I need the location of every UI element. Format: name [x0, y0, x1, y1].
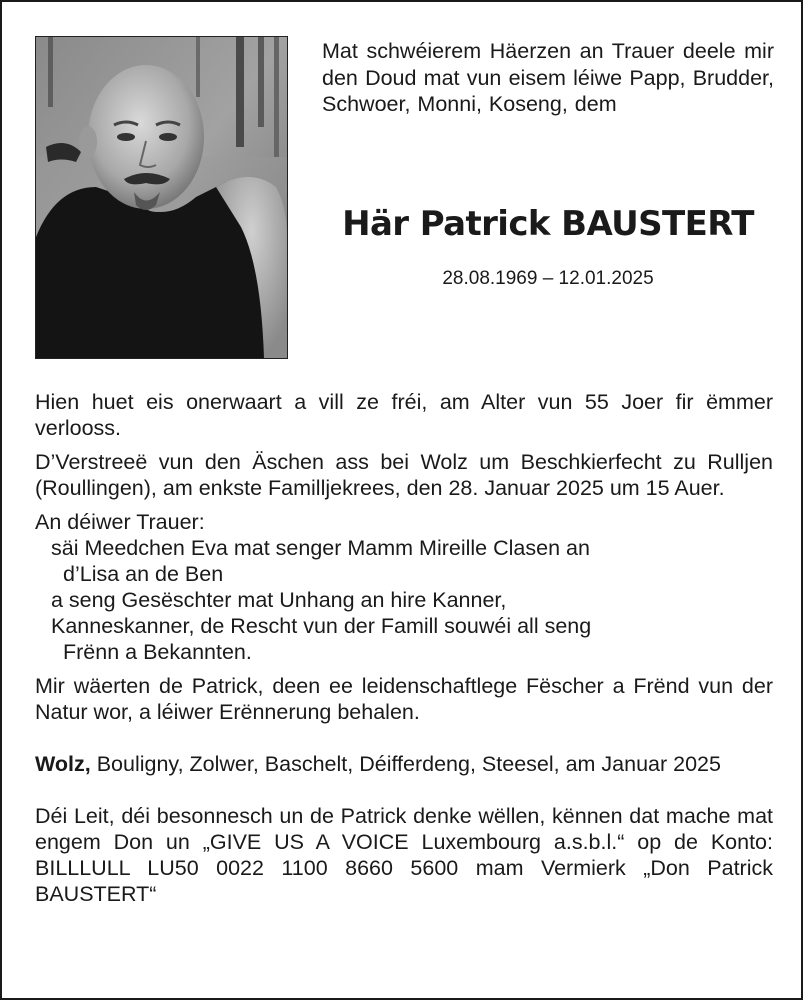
- portrait-photo: [35, 36, 288, 359]
- deceased-name: Här Patrick BAUSTERT: [342, 204, 754, 244]
- paragraph-donation: Déi Leit, déi besonnesch un de Patrick denke wëllen, kënnen dat mache mat engem Don un „GIVE US A VOICE Luxembourg a.s.b.l.“ op de Konto: BILLLULL LU50 0022 1100 8660 5600 mam Vermierk „Don Patrick BAUSTERT“: [35, 804, 773, 906]
- mourner-line-continued: Frënn a Bekannten.: [63, 640, 252, 664]
- mourner-line: Kanneskanner, de Rescht vun der Famill souwéi all seng: [51, 614, 592, 638]
- paragraph-remembrance: Mir wäerten de Patrick, deen ee leidenschaftlege Fëscher a Frënd vun der Natur wor, a léiwer Erënnerung behalen.: [35, 674, 773, 724]
- intro-text: Mat schwéierem Häerzen an Trauer deele mir den Doud mat vun eisem léiwe Papp, Brudder, Schwoer, Monni, Koseng, dem: [322, 39, 774, 116]
- life-dates: 28.08.1969 – 12.01.2025: [442, 268, 654, 289]
- mourner-line: säi Meedchen Eva mat senger Mamm Mireille Clasen an: [51, 536, 590, 560]
- portrait-image: [36, 37, 287, 358]
- list-item: [51, 587, 773, 613]
- mourners-list: [51, 535, 773, 665]
- mourner-line-continued: d’Lisa an de Ben: [63, 562, 224, 586]
- notice-body: [35, 389, 773, 907]
- paragraph-ceremony: D’Verstreeë vun den Äschen ass bei Wolz um Beschkierfecht zu Rulljen (Roullingen), am enkste Familljekrees, den 28. Januar 2025 um 15 Auer.: [35, 450, 773, 500]
- paragraph-passing: Hien huet eis onerwaart a vill ze fréi, am Alter vun 55 Joer fir ëmmer verlooss.: [35, 390, 773, 440]
- place-line: [35, 751, 773, 777]
- place-rest: Bouligny, Zolwer, Baschelt, Déifferdeng, Steesel, am Januar 2025: [90, 752, 721, 776]
- list-item: [51, 613, 773, 665]
- mourner-line: a seng Gesëschter mat Unhang an hire Kanner,: [51, 588, 507, 612]
- list-item: [51, 535, 773, 587]
- place-bold: Wolz,: [35, 752, 91, 776]
- mourners-heading: An déiwer Trauer:: [35, 510, 205, 534]
